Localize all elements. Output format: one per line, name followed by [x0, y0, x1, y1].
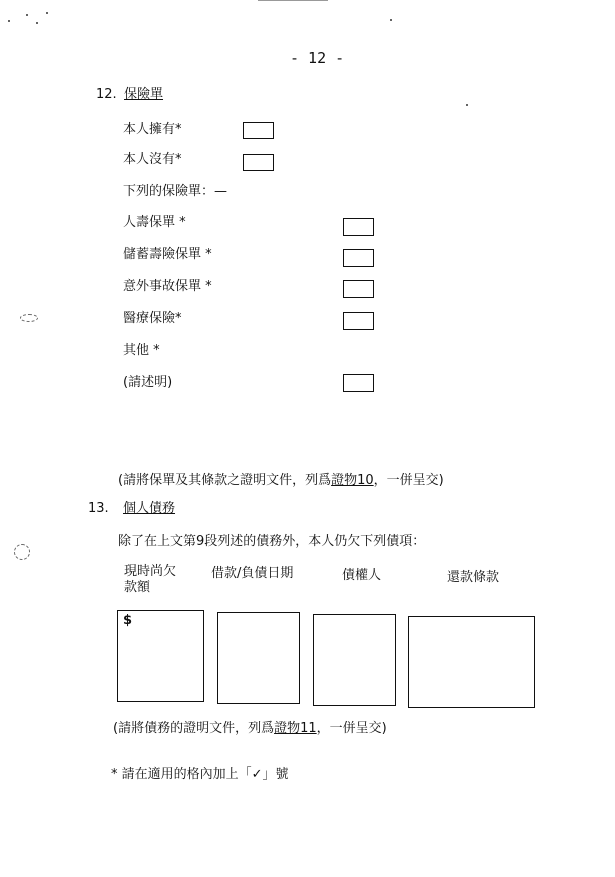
other-policy-label: 其他 *	[123, 343, 160, 358]
life-policy-label: 人壽保單 *	[123, 215, 186, 230]
section-13-note	[113, 721, 387, 737]
punch-hole-mark	[14, 544, 30, 560]
scan-speck	[8, 20, 10, 22]
medical-insurance-label: 醫療保險*	[123, 311, 182, 326]
section-13-title: 個人債務	[123, 501, 176, 516]
header-amount-owed-line2: 款額	[124, 580, 151, 595]
repayment-terms-box[interactable]	[408, 616, 535, 708]
policy-list-intro: 下列的保險單：—	[123, 184, 228, 199]
dollar-sign: $	[123, 613, 133, 628]
scan-speck	[26, 14, 28, 16]
scan-speck	[36, 22, 38, 24]
section-13-number: 13.	[88, 501, 109, 516]
scan-mark	[20, 314, 38, 322]
section-12-title: 保險單	[124, 87, 164, 102]
header-repayment-terms: 還款條款	[447, 570, 500, 585]
scan-edge-line	[258, 0, 328, 1]
not-own-label: 本人沒有*	[123, 152, 182, 167]
medical-insurance-checkbox[interactable]	[343, 312, 374, 330]
section-12-note	[118, 473, 444, 489]
note-12-suffix: ，一併呈交)	[373, 473, 444, 488]
scan-speck	[46, 12, 48, 14]
accident-policy-label: 意外事故保單 *	[123, 279, 212, 294]
header-creditor: 債權人	[342, 568, 382, 583]
amount-owed-box[interactable]	[117, 610, 204, 702]
life-policy-checkbox[interactable]	[343, 218, 374, 236]
exhibit-10-label: 證物10	[331, 473, 374, 488]
own-label: 本人擁有*	[123, 122, 182, 137]
note-12-text: (請將保單及其條款之證明文件，列爲	[118, 473, 332, 488]
own-checkbox[interactable]	[243, 122, 274, 139]
footnote-instruction: * 請在適用的格內加上「✓」號	[111, 767, 289, 782]
loan-date-box[interactable]	[217, 612, 300, 704]
note-13-text: (請將債務的證明文件，列爲	[113, 721, 275, 736]
note-13-suffix: ，一併呈交)	[316, 721, 387, 736]
other-policy-checkbox[interactable]	[343, 374, 374, 392]
header-loan-date: 借款/負債日期	[211, 566, 294, 581]
not-own-checkbox[interactable]	[243, 154, 274, 171]
please-specify-label: (請述明)	[123, 375, 173, 390]
scan-speck	[390, 19, 392, 21]
page-number: - 12 -	[290, 49, 345, 67]
creditor-box[interactable]	[313, 614, 396, 706]
header-amount-owed-line1: 現時尚欠	[124, 564, 177, 579]
section-12-number: 12.	[96, 87, 117, 102]
exhibit-11-label: 證物11	[274, 721, 317, 736]
accident-policy-checkbox[interactable]	[343, 280, 374, 298]
scan-speck	[466, 104, 468, 106]
savings-life-policy-label: 儲蓄壽險保單 *	[123, 247, 212, 262]
savings-life-policy-checkbox[interactable]	[343, 249, 374, 267]
debt-intro: 除了在上文第9段列述的債務外，本人仍欠下列債項：	[118, 534, 426, 549]
